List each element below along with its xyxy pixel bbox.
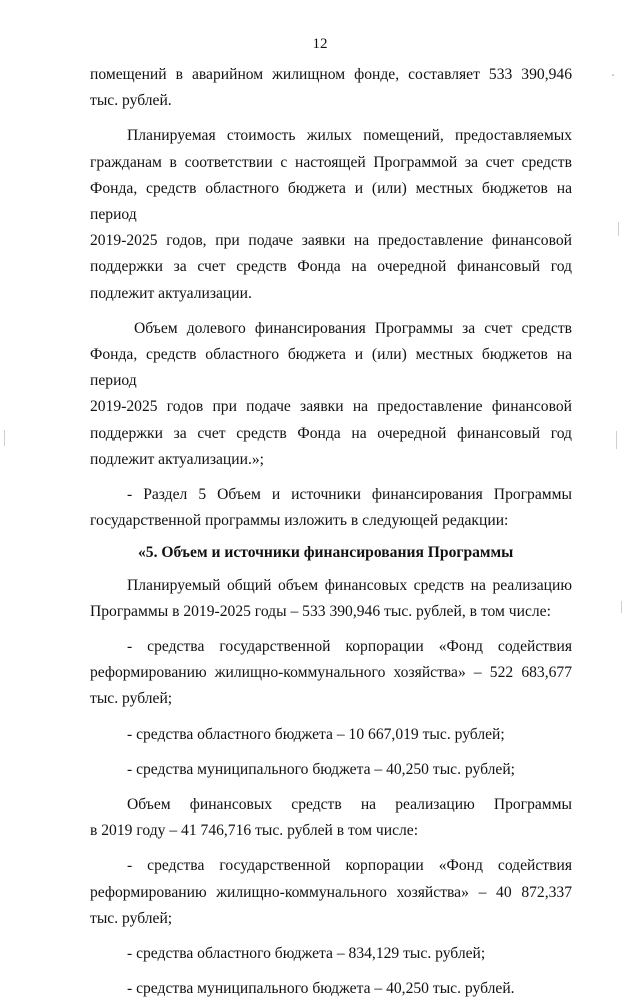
paragraph-line: тыс. рублей;	[90, 690, 173, 708]
paragraph-3	[90, 316, 572, 473]
paragraph-line: реформированию жилищно-коммунального хозяйства» – 522 683,677	[90, 664, 572, 682]
paragraph-line: - средства государственной корпорации «Фонд содействия	[127, 857, 572, 875]
paragraph-line: поддержки за счет средств Фонда на очередной финансовый год	[90, 258, 572, 276]
paragraph-line: Планируемый общий объем финансовых средств на реализацию	[127, 576, 572, 594]
paragraph-line: Фонда, средств областного бюджета и (или) местных бюджетов на период	[90, 346, 572, 390]
paragraph-2	[90, 123, 572, 306]
paragraph-line: помещений в аварийном жилищном фонде, составляет 533 390,946	[90, 66, 572, 83]
section-heading: «5. Объем и источники финансирования Программы	[138, 544, 514, 562]
scan-speck	[4, 430, 5, 446]
paragraph-line: подлежит актуализации.	[90, 284, 252, 302]
scan-speck	[618, 222, 619, 236]
paragraph-line: 2019-2025 годов, при подаче заявки на предоставление финансовой	[90, 232, 572, 250]
paragraph-5	[90, 573, 572, 625]
paragraph-4	[90, 482, 572, 534]
paragraph-line: Фонда, средств областного бюджета и (или) местных бюджетов на период	[90, 179, 572, 224]
paragraph-10	[90, 853, 572, 932]
paragraph-line: Планируемая стоимость жилых помещений, предоставляемых	[127, 127, 572, 145]
paragraph-line: реформированию жилищно-коммунального хозяйства» – 40 872,337	[90, 883, 572, 901]
paragraph-11: - средства областного бюджета – 834,129 тыс. рублей;	[127, 945, 486, 963]
paragraph-line: Объем финансовых средств на реализацию Программы	[127, 796, 572, 814]
paragraph-line: поддержки за счет средств Фонда на очередной финансовый год	[90, 424, 572, 442]
scan-speck	[621, 601, 622, 613]
paragraph-8: - средства муниципального бюджета – 40,250 тыс. рублей;	[127, 760, 515, 778]
paragraph-1	[90, 62, 572, 114]
paragraph-line: 2019-2025 годов при подаче заявки на предоставление финансовой	[90, 398, 572, 416]
paragraph-12: - средства муниципального бюджета – 40,250 тыс. рублей.	[127, 980, 515, 998]
paragraph-line: тыс. рублей.	[90, 92, 172, 110]
paragraph-line: в 2019 году – 41 746,716 тыс. рублей в том числе:	[90, 822, 419, 840]
paragraph-line: подлежит актуализации.»;	[90, 450, 264, 468]
paragraph-line: гражданам в соответствии с настоящей Программой за счет средств	[90, 153, 572, 171]
paragraph-line: Программы в 2019-2025 годы – 533 390,946 тыс. рублей, в том числе:	[90, 602, 551, 620]
paragraph-6	[90, 634, 572, 713]
document-body	[90, 62, 572, 1003]
paragraph-line: государственной программы изложить в следующей редакции:	[90, 512, 509, 530]
paragraph-line: тыс. рублей;	[90, 909, 173, 927]
paragraph-line: Объем долевого финансирования Программы за счет средств	[134, 319, 572, 337]
paragraph-line: - средства государственной корпорации «Фонд содействия	[127, 638, 572, 656]
scan-speck	[612, 74, 614, 76]
paragraph-9	[90, 792, 572, 844]
paragraph-line: - Раздел 5 Объем и источники финансирования Программы	[127, 486, 572, 504]
paragraph-7: - средства областного бюджета – 10 667,019 тыс. рублей;	[127, 725, 505, 743]
scan-speck	[616, 431, 617, 449]
page-number: 12	[312, 36, 328, 52]
